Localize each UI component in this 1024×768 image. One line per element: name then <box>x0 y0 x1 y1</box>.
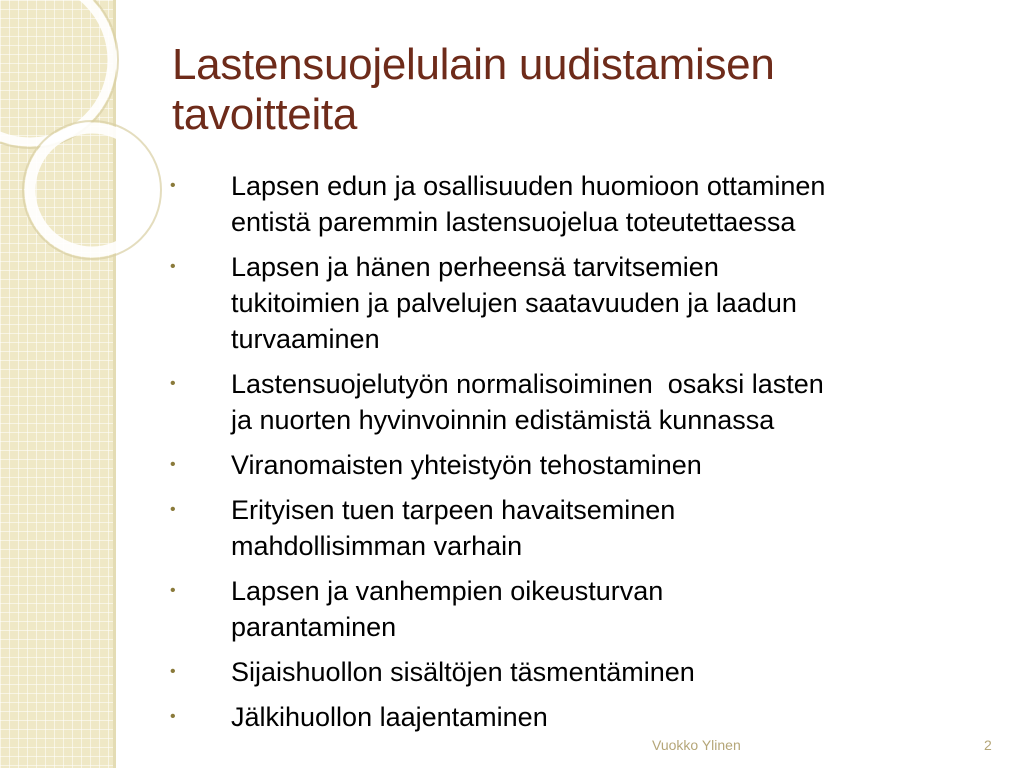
bullet-item-6 <box>168 573 998 645</box>
deco-circle-middle-shadow <box>23 121 161 259</box>
bullet-marker: • <box>170 501 176 518</box>
bullet-marker: • <box>170 456 176 473</box>
bullet-item-2 <box>168 249 998 357</box>
bullet-text-line: entistä paremmin lastensuojelua toteutettaessa <box>231 207 796 237</box>
bullet-text-line: Erityisen tuen tarpeen havaitseminen <box>231 495 676 525</box>
deco-circle-middle <box>30 128 154 252</box>
bullet-item-5 <box>168 492 998 564</box>
bullet-text-line: turvaaminen <box>231 324 380 354</box>
bullet-item-3 <box>168 366 998 438</box>
bullet-marker: • <box>170 258 176 275</box>
bullet-text-line: Jälkihuollon laajentaminen <box>231 702 548 732</box>
bullet-item-7 <box>168 654 998 690</box>
bullet-text-line: Viranomaisten yhteistyön tehostaminen <box>231 450 702 480</box>
bullet-text-line: mahdollisimman varhain <box>231 531 523 561</box>
bullet-text-line: Lapsen ja hänen perheensä tarvitsemien <box>231 252 719 282</box>
footer-author: Vuokko Ylinen <box>652 737 741 753</box>
footer-page-number: 2 <box>984 737 992 753</box>
bullet-marker: • <box>170 375 176 392</box>
bullet-item-8 <box>168 699 998 735</box>
bullet-item-1 <box>168 168 998 240</box>
decorative-circles-graphic <box>0 0 170 300</box>
bullet-text-line: ja nuorten hyvinvoinnin edistämistä kunnassa <box>231 405 775 435</box>
bullet-text-line: Sijaishuollon sisältöjen täsmentäminen <box>231 657 695 687</box>
bullet-marker: • <box>170 582 176 599</box>
bullet-text-line: parantaminen <box>231 612 397 642</box>
slide-title <box>172 40 992 140</box>
slide-title-line-2: tavoitteita <box>172 90 358 139</box>
bullet-text-line: Lastensuojelutyön normalisoiminen osaksi lasten <box>231 369 824 399</box>
bullet-marker: • <box>170 708 176 725</box>
slide-title-line-1: Lastensuojelulain uudistamisen <box>172 40 775 89</box>
bullet-text-line: tukitoimien ja palvelujen saatavuuden ja laadun <box>231 288 797 318</box>
bullet-marker: • <box>170 177 176 194</box>
bullet-item-4 <box>168 447 998 483</box>
bullet-marker: • <box>170 663 176 680</box>
bullet-text-line: Lapsen edun ja osallisuuden huomioon ottaminen <box>231 171 826 201</box>
bullet-text-line: Lapsen ja vanhempien oikeusturvan <box>231 576 664 606</box>
bullet-list <box>168 168 998 744</box>
